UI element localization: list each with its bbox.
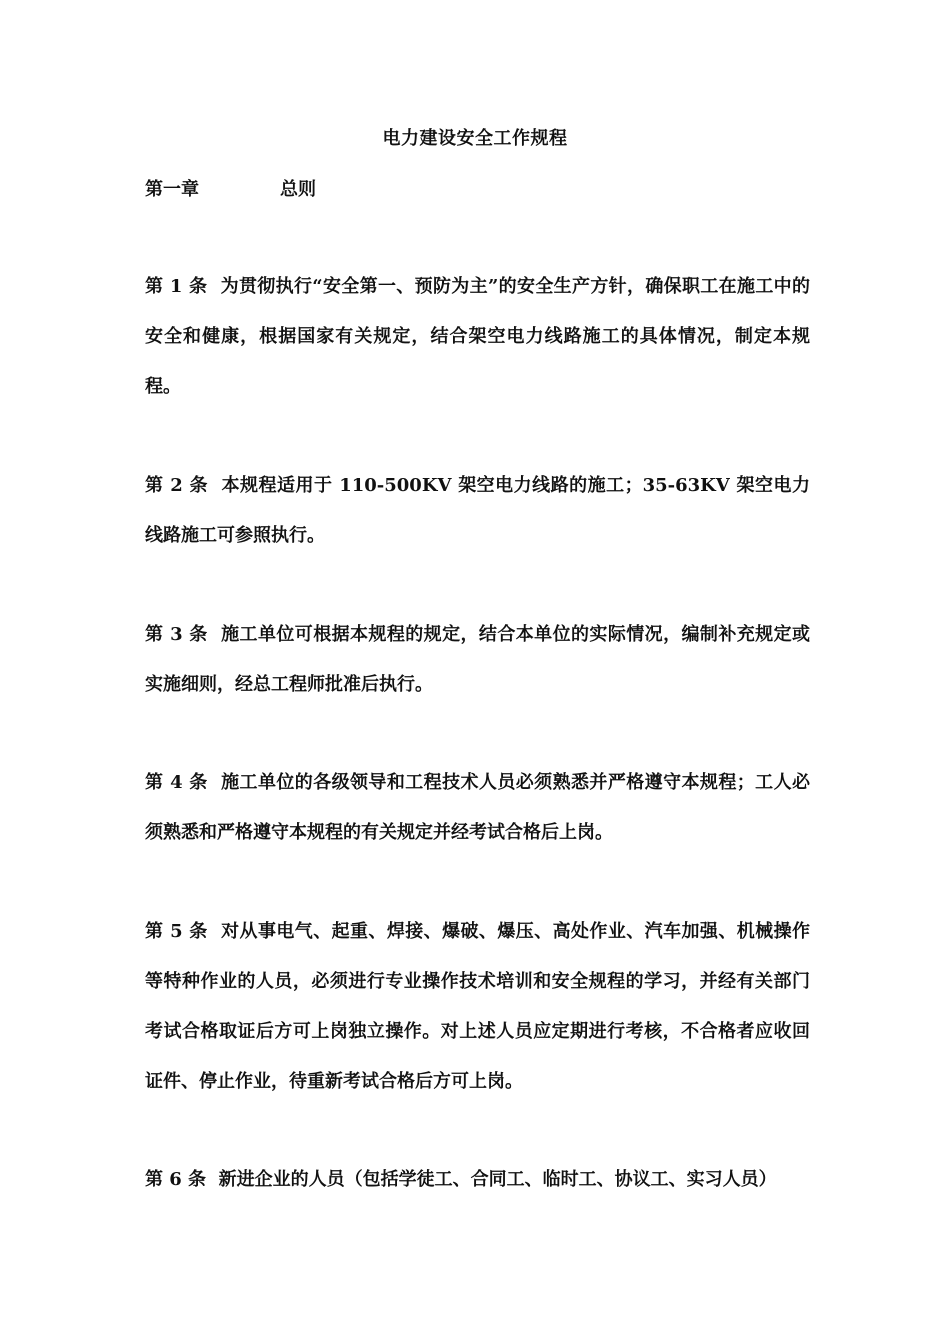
article-text: 对从事电气、起重、焊接、爆破、爆压、高处作业、汽车加强、机械操作等特种作业的人员，必须进行专业操作技术培训和安全规程的学习，并经有关部门考试合格取证后方可上岗独立操作。对上述人员应定期进行考核，不合格者应收回证件、停止作业，待重新考试合格后方可上岗。	[145, 921, 811, 1092]
article-text: 施工单位可根据本规程的规定，结合本单位的实际情况，编制补充规定或实施细则，经总工程师批准后执行。	[145, 624, 811, 695]
article-text: 新进企业的人员（包括学徒工、合同工、临时工、协议工、实习人员）	[218, 1169, 777, 1190]
article-text: 本规程适用于 110-500KV 架空电力线路的施工；35-63KV 架空电力线路施工可参照执行。	[145, 475, 810, 546]
article-5	[145, 907, 810, 1107]
article-label: 第 2 条	[145, 475, 209, 496]
article-1	[145, 262, 810, 412]
article-label: 第 1 条	[145, 276, 208, 297]
chapter-name: 总则	[280, 179, 316, 200]
article-text: 为贯彻执行“安全第一、预防为主”的安全生产方针，确保职工在施工中的安全和健康，根据国家有关规定，结合架空电力线路施工的具体情况，制定本规程。	[145, 276, 810, 397]
article-label: 第 6 条	[145, 1169, 207, 1190]
document-title: 电力建设安全工作规程	[382, 128, 568, 149]
article-3	[145, 610, 810, 710]
chapter-heading	[145, 175, 316, 201]
article-label: 第 4 条	[145, 772, 208, 793]
article-label: 第 3 条	[145, 624, 208, 645]
article-text: 施工单位的各级领导和工程技术人员必须熟悉并严格遵守本规程；工人必须熟悉和严格遵守本规程的有关规定并经考试合格后上岗。	[145, 772, 811, 843]
article-2	[145, 461, 810, 561]
article-label: 第 5 条	[145, 921, 208, 942]
chapter-number: 第一章	[145, 179, 199, 200]
article-4	[145, 758, 810, 858]
article-6	[145, 1155, 810, 1205]
